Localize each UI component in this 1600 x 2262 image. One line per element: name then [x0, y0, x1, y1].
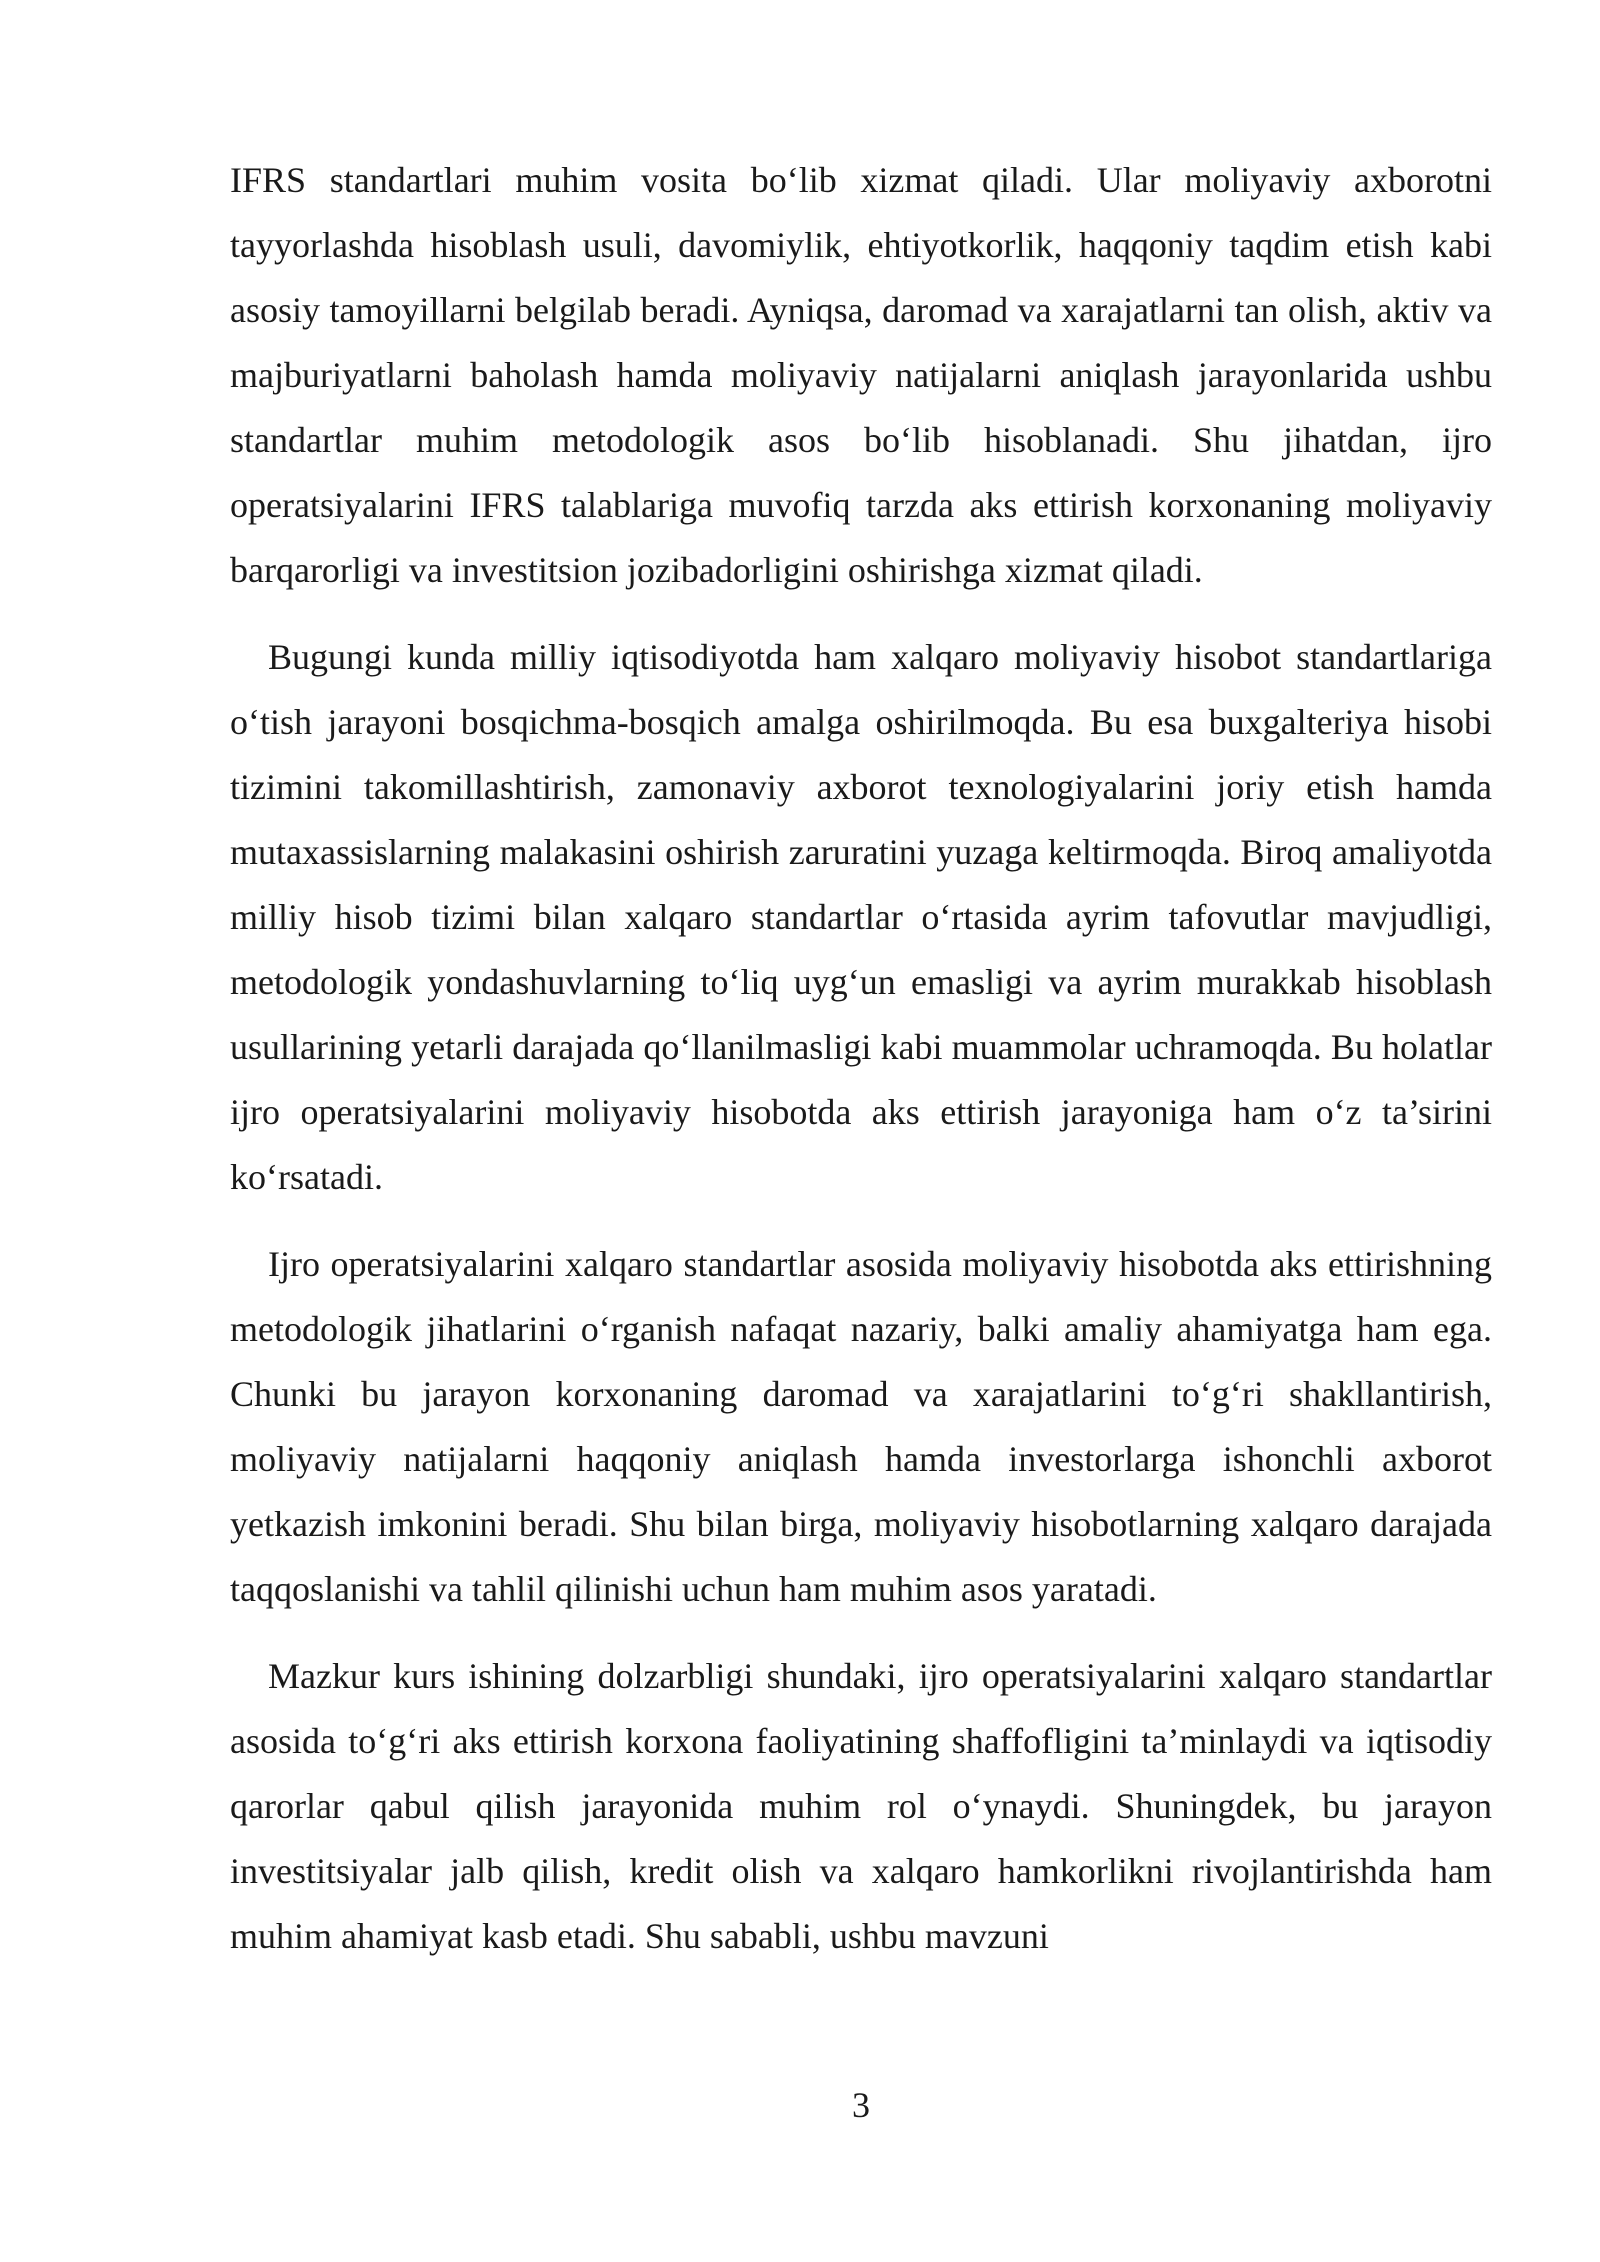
paragraph-2: Bugungi kunda milliy iqtisodiyotda ham xalqaro moliyaviy hisobot standartlariga o‘tish jarayoni bosqichma-bosqich amalga oshirilmoqda. Bu esa buxgalteriya hisobi tizimini takomillashtirish, zamonaviy axborot texnologiyalarini joriy etish hamda mutaxassislarning malakasini oshirish zaruratini yuzaga keltirmoqda. Biroq amaliyotda milliy hisob tizimi bilan xalqaro standartlar o‘rtasida ayrim tafovutlar mavjudligi, metodologik yondashuvlarning to‘liq uyg‘un emasligi va ayrim murakkab hisoblash usullarining yetarli darajada qo‘llanilmasligi kabi muammolar uchramoqda. Bu holatlar ijro operatsiyalarini moliyaviy hisobotda aks ettirish jarayoniga ham o‘z ta’sirini ko‘rsatadi. [230, 637, 1492, 1197]
paragraph-4: Mazkur kurs ishining dolzarbligi shundaki, ijro operatsiyalarini xalqaro standartlar asosida to‘g‘ri aks ettirish korxona faoliyatining shaffofligini ta’minlaydi va iqtisodiy qarorlar qabul qilish jarayonida muhim rol o‘ynaydi. Shuningdek, bu jarayon investitsiyalar jalb qilish, kredit olish va xalqaro hamkorlikni rivojlantirishda ham muhim ahamiyat kasb etadi. Shu sababli, ushbu mavzuni [230, 1656, 1492, 1956]
paragraph-3: Ijro operatsiyalarini xalqaro standartlar asosida moliyaviy hisobotda aks ettirishning metodologik jihatlarini o‘rganish nafaqat nazariy, balki amaliy ahamiyatga ham ega. Chunki bu jarayon korxonaning daromad va xarajatlarini to‘g‘ri shakllantirish, moliyaviy natijalarni haqqoniy aniqlash hamda investorlarga ishonchli axborot yetkazish imkonini beradi. Shu bilan birga, moliyaviy hisobotlarning xalqaro darajada taqqoslanishi va tahlil qilinishi uchun ham muhim asos yaratadi. [230, 1244, 1492, 1609]
document-body [230, 148, 1492, 1991]
page-number: 3 [852, 2085, 870, 2125]
paragraph-1: IFRS standartlari muhim vosita bo‘lib xizmat qiladi. Ular moliyaviy axborotni tayyorlashda hisoblash usuli, davomiylik, ehtiyotkorlik, haqqoniy taqdim etish kabi asosiy tamoyillarni belgilab beradi. Ayniqsa, daromad va xarajatlarni tan olish, aktiv va majburiyatlarni baholash hamda moliyaviy natijalarni aniqlash jarayonlarida ushbu standartlar muhim metodologik asos bo‘lib hisoblanadi. Shu jihatdan, ijro operatsiyalarini IFRS talablariga muvofiq tarzda aks ettirish korxonaning moliyaviy barqarorligi va investitsion jozibadorligini oshirishga xizmat qiladi. [230, 160, 1492, 590]
